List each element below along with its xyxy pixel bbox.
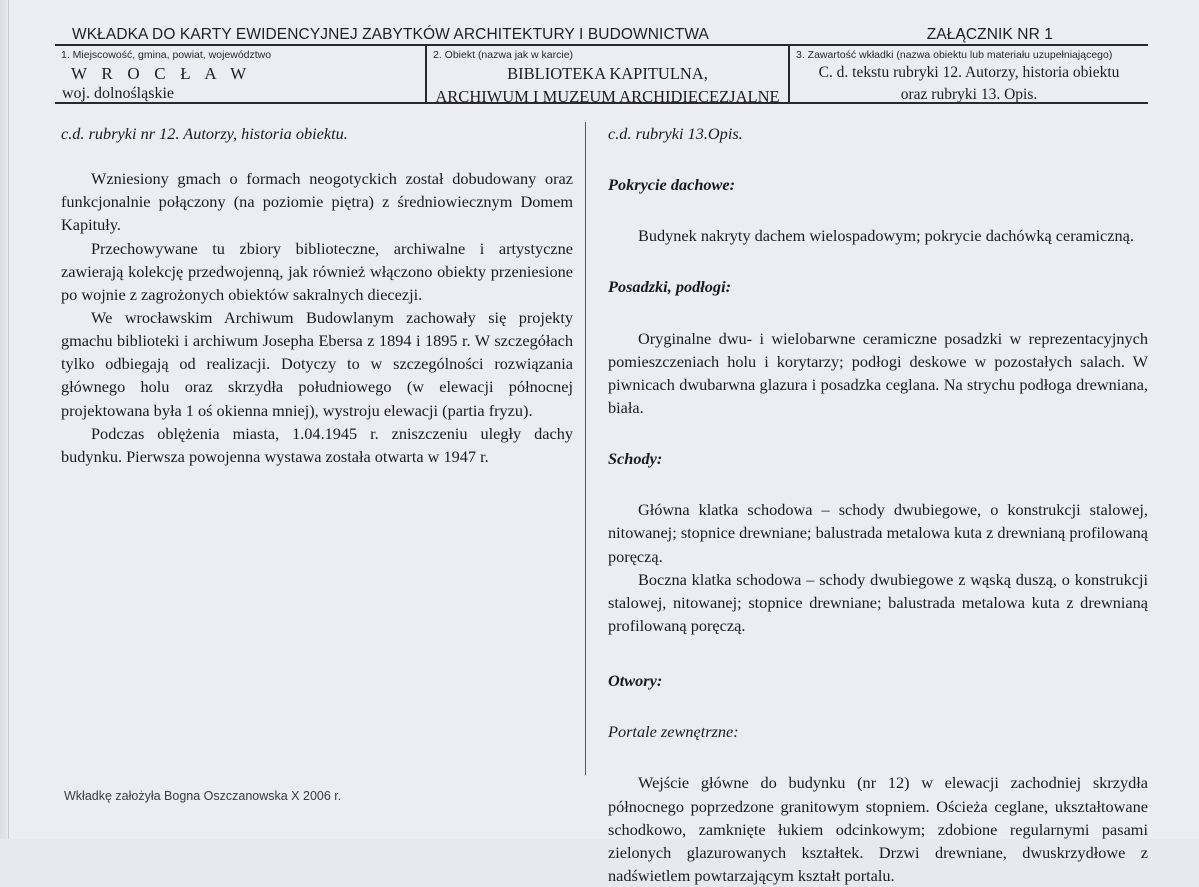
header-cell-object-line2: ARCHIWUM I MUZEUM ARCHIDIECEZJALNE [435,87,780,102]
header-table [55,44,1148,104]
header-cell-object-label: 2. Obiekt (nazwa jak w karcie) [433,49,574,61]
header-table-row [55,46,1148,102]
spacer [608,196,1148,224]
section-heading-stairs: Schody: [608,449,663,469]
left-column-subtitle: c.d. rubryki nr 12. Autorzy, historia obiektu. [61,124,348,143]
header-cell-content-line2: oraz rubryki 13. Opis. [900,86,1038,102]
section-subheading-portals: Portale zewnętrzne: [608,722,739,742]
header-cell-locality-voivodeship: woj. dolnośląskie [62,85,174,102]
header-cell-object-line1: BIBLIOTEKA KAPITULNA, [507,64,708,84]
section-heading-openings: Otwory: [608,671,663,691]
left-text-column [61,122,573,468]
spacer [608,743,1148,771]
right-column-subtitle: c.d. rubryki 13.Opis. [608,124,743,143]
section-floors-paragraph-1: Oryginalne dwu- i wielobarwne ceramiczne posadzki w reprezentacyjnych pomieszczeniach holu i korytarzy; podłogi deskowe w pozostałych salach. W piwnicach dwubarwna glazura i posadzka ceglana. Na strychu podłoga drewniana, biała. [608,328,1148,417]
spacer [608,247,1148,275]
spacer [61,145,573,167]
document-annex-label: ZAŁĄCZNIK NR 1 [926,26,1053,43]
right-text-column [608,122,1148,887]
header-cell-content [790,46,1148,102]
section-roof-paragraph-1: Budynek nakryty dachem wielospadowym; pokrycie dachówką ceramiczną. [638,226,1134,246]
spacer [608,637,1148,669]
document-title-row [55,22,1148,44]
spacer [608,145,1148,173]
header-cell-locality-city: W R O C Ł A W [71,64,252,84]
header-cell-object [427,46,790,102]
header-cell-locality-label: 1. Miejscowość, gmina, powiat, województwo [61,49,272,61]
section-heading-roof: Pokrycie dachowe: [608,175,736,195]
left-paragraph-3: We wrocławskim Archiwum Budowlanym zachowały się projekty gmachu biblioteki i archiwum Josepha Ebersa z 1894 i 1895 r. W szczegółach tylko odbiegają od realizacji. Dotyczy to w szczególności rozwiązania głównego holu oraz skrzydła południowego (w elewacji północnej projektowana była 1 oś okienna mniej), wystroju elewacji (partia fryzu). [61,307,573,420]
section-stairs-paragraph-2: Boczna klatka schodowa – schody dwubiegowe z wąską duszą, o konstrukcji stalowej, nitowanej; stopnice drewniane; balustrada metalowa kuta z drewnianą profilowaną poręczą. [608,569,1148,635]
left-paragraph-4: Podczas oblężenia miasta, 1.04.1945 r. zniszczeniu uległy dachy budynku. Pierwsza powojenna wystawa została otwarta w 1947 r. [61,423,573,466]
header-cell-content-line1: C. d. tekstu rubryki 12. Autorzy, historia obiektu [818,64,1120,82]
footer-note: Wkładkę założyła Bogna Oszczanowska X 2006 r. [64,789,342,803]
header-cell-content-label: 3. Zawartość wkładki (nazwa obiektu lub materiału uzupełniającego) [796,49,1113,61]
left-paragraph-2: Przechowywane tu zbiory biblioteczne, archiwalne i artystyczne zawierają kolekcję przedwojenną, jak również włączono obiekty przeniesione po wojnie z zagrożonych obiektów sakralnych diecezji. [61,238,573,304]
section-openings-paragraph-1: Wejście główne do budynku (nr 12) w elewacji zachodniej skrzydła północnego poprzedzone granitowym stopniem. Ościeża ceglane, ukształtowane schodkowo, zamknięte łukiem odcinkowym; zdobione regularnymi pasami zielonych glazurowanych kształtek. Drzwi drewniane, dwuskrzydłowe z nadświetlem powtarzającym kształt portalu. [608,773,1148,885]
column-divider [585,122,586,775]
spacer [608,299,1148,327]
header-cell-locality [55,46,427,102]
spacer [608,470,1148,498]
spacer [608,692,1148,720]
spacer [608,419,1148,447]
document-title: WKŁADKA DO KARTY EWIDENCYJNEJ ZABYTKÓW ARCHITEKTURY I BUDOWNICTWA [72,26,709,43]
section-heading-floors: Posadzki, podłogi: [608,277,732,297]
left-paragraph-1: Wzniesiony gmach o formach neogotyckich został dobudowany oraz funkcjonalnie połączony (na poziomie piętra) z średniowiecznym Domem Kapituły. [61,169,573,235]
section-stairs-paragraph-1: Główna klatka schodowa – schody dwubiegowe, o konstrukcji stalowej, nitowanej; stopnice drewniane; balustrada metalowa kuta z drewnianą profilowaną poręczą. [608,500,1148,566]
